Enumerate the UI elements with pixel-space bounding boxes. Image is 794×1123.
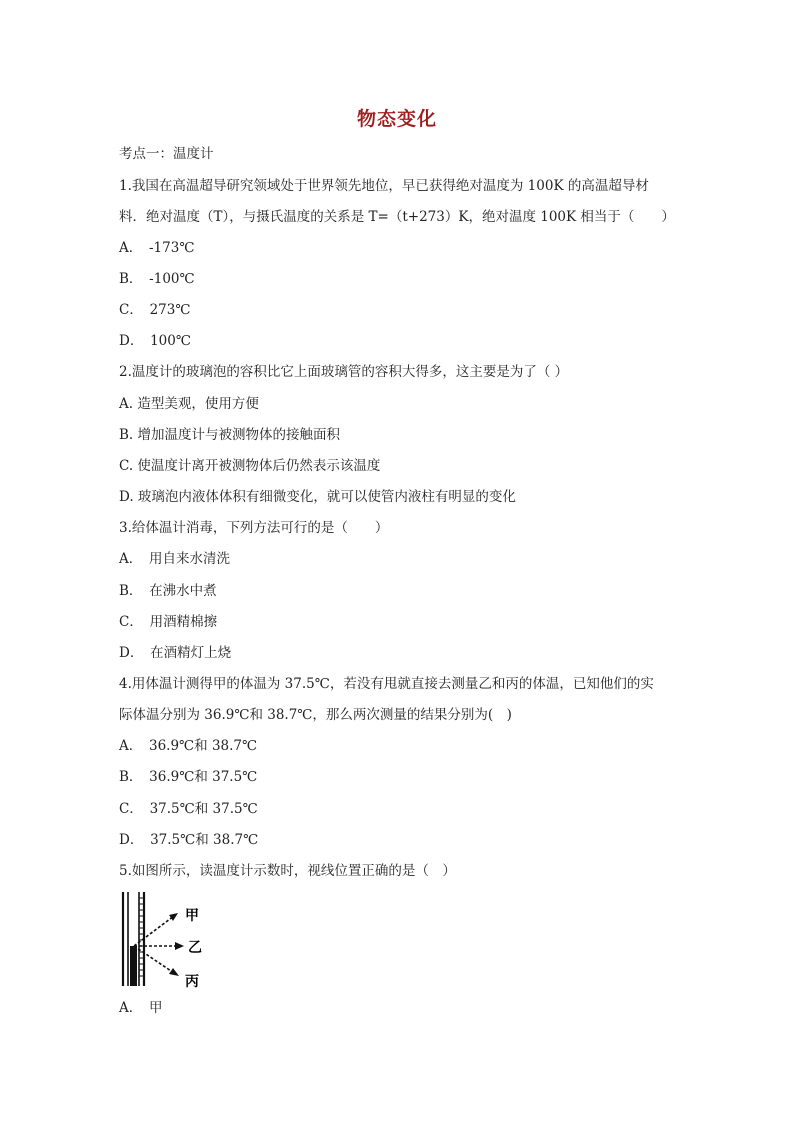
q3-option-c: C． 用酒精棉擦 [119,614,218,630]
figure-label-yi: 乙 [188,940,202,956]
q2-option-c: C. 使温度计离开被测物体后仍然表示该温度 [119,458,381,474]
q2-stem: 2.温度计的玻璃泡的容积比它上面玻璃管的容积大得多，这主要是为了（ ） [119,364,569,380]
arrow-head-bottom [169,968,179,976]
q3-option-d: D． 在酒精灯上烧 [119,645,232,661]
q4-option-b: B． 36.9℃和 37.5℃ [119,769,258,785]
q4-stem-line2: 际体温分别为 36.9℃和 38.7℃，那么两次测量的结果分别为( ) [119,707,512,723]
q2-option-d: D. 玻璃泡内液体体积有细微变化，就可以使管内液柱有明显的变化 [119,489,516,505]
liquid-column [130,946,137,986]
thermometer-reading-figure [118,890,210,990]
q3-stem: 3.给体温计消毒，下列方法可行的是（ ） [119,520,389,536]
q2-option-b: B. 增加温度计与被测物体的接触面积 [119,427,341,443]
section-heading: 考点一：温度计 [119,146,214,162]
figure-label-jia: 甲 [185,908,199,924]
q5-option-a: A． 甲 [119,1000,163,1016]
q2-option-a: A. 造型美观，使用方便 [119,396,259,412]
q4-stem-line1: 4.用体温计测得甲的体温为 37.5℃，若没有甩就直接去测量乙和丙的体温，已知他们的实 [119,676,654,692]
q1-option-c: C． 273℃ [119,302,191,318]
q4-option-d: D． 37.5℃和 38.7℃ [119,832,259,848]
q5-stem: 5.如图所示，读温度计示数时，视线位置正确的是（ ） [119,863,456,879]
q4-option-c: C． 37.5℃和 37.5℃ [119,801,258,817]
q1-option-b: B． -100℃ [119,271,195,287]
q3-option-b: B． 在沸水中煮 [119,583,217,599]
q1-option-d: D． 100℃ [119,333,191,349]
arrow-head-middle [175,942,184,950]
q4-option-a: A． 36.9℃和 38.7℃ [119,738,258,754]
arrow-head-top [169,913,178,921]
q1-stem-line1: 1.我国在高温超导研究领域处于世界领先地位，早已获得绝对温度为 100K 的高温超导材 [119,178,649,194]
thermometer-diagram [118,890,210,990]
q1-stem-line2: 料．绝对温度（T），与摄氏温度的关系是 T=（t+273）K，绝对温度 100K 相当于（ ） [119,209,675,225]
q1-option-a: A． -173℃ [119,240,195,256]
q3-option-a: A． 用自来水清洗 [119,551,230,567]
figure-label-bing: 丙 [185,974,199,990]
page-title: 物态变化 [356,108,437,130]
